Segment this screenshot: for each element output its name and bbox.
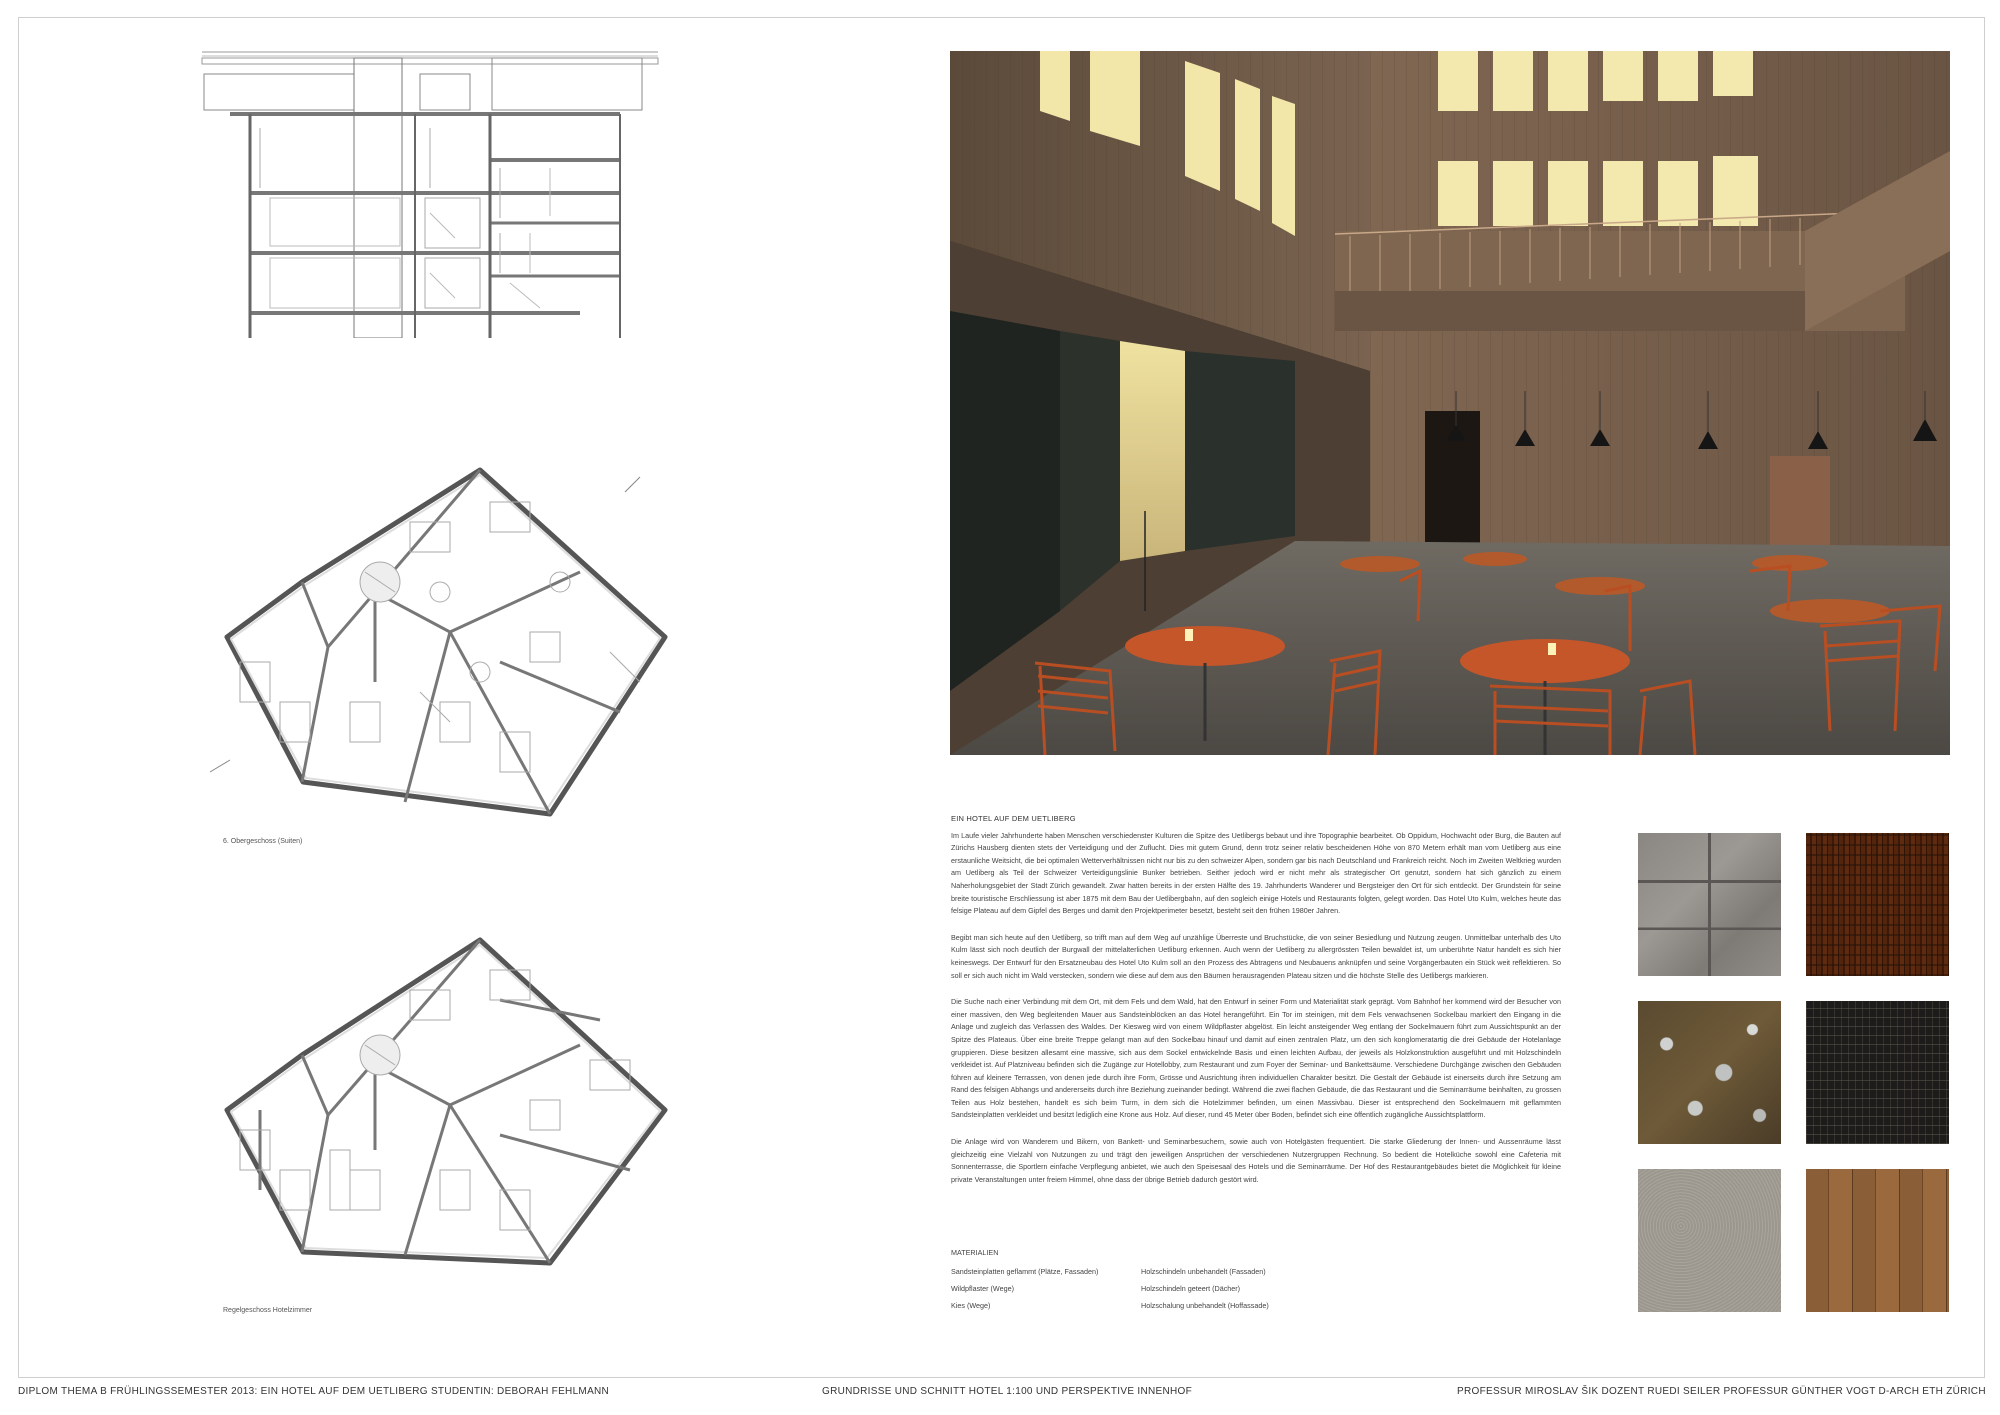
material-item: Wildpflaster (Wege) [951, 1284, 1014, 1293]
floor-plan-hotel-rooms [200, 930, 680, 1290]
swatch-shingles-untreated [1806, 833, 1949, 976]
floor-plan-suites [200, 462, 680, 822]
footer-right: PROFESSUR MIROSLAV ŠIK DOZENT RUEDI SEILER PROFESSUR GÜNTHER VOGT D-ARCH ETH ZÜRICH [1457, 1386, 1986, 1397]
footer-left: DIPLOM THEMA B FRÜHLINGSSEMESTER 2013: EIN HOTEL AUF DEM UETLIBERG STUDENTIN: DEBORAH FEHLMANN [18, 1386, 610, 1397]
description-heading: EIN HOTEL AUF DEM UETLIBERG [951, 814, 1076, 823]
material-item: Kies (Wege) [951, 1301, 991, 1310]
swatch-gravel [1638, 1169, 1781, 1312]
material-item: Sandsteinplatten geflammt (Plätze, Fassaden) [951, 1267, 1099, 1276]
swatch-sandstone [1638, 833, 1781, 976]
perspective-render-courtyard [950, 51, 1950, 755]
paragraph: Im Laufe vieler Jahrhunderte haben Menschen verschiedenster Kulturen die Spitze des Uetlibergs bebaut und ihre Topographie bearbeitet. Ob Oppidum, Hochwacht oder Burg, die Bauten auf Zürichs Hausberg dienten stets der Verteidigung und der Zuflucht. Dies mit gutem Grund, denn trotz seiner relativ bescheidenen Höhe von 870 Metern erhält man vom Uetliberg aus eine erstaunliche Weitsicht, die bei optimalen Wetterverhältnissen nicht nur bis zu den schweizer Alpen, sondern gar bis nach Deutschland und Frankreich reicht. Noch im Zweiten Weltkrieg wurden am Uetliberg als Teil der Schweizer Verteidigungslinie Bunker betrieben. Seither jedoch wird er nicht mehr als strategischer Ort genutzt, sondern hat sich gänzlich zu einem Naherholungsgebiet der Stadt Zürich gewandelt. Zwar hatten bereits in der ersten Hälfte des 19. Jahrhunderts Wanderer und Bergsteiger den Ort für sich entdeckt. Der Grundstein für seine breite touristische Erschliessung ist aber 1875 mit dem Bau der Uetlibergbahn, auf den sogleich einige Hotels und Restaurants folgten, gelegt worden. Das Hotel Uto Kulm, welches heute das felsige Plateau auf dem Gipfel des Berges und damit den Projektperimeter besetzt, besteht seit den frühen 1980er Jahren. [951, 830, 1561, 916]
project-description [951, 813, 1561, 1200]
upper-plan-caption: 6. Obergeschoss (Suiten) [223, 838, 303, 845]
section-drawing [200, 48, 660, 338]
materials-list [951, 1248, 1351, 1310]
paragraph: Die Suche nach einer Verbindung mit dem Ort, mit dem Fels und dem Wald, hat den Entwurf in seiner Form und Materialität stark geprägt. Vom Bahnhof her kommend wird der Besucher von einer massiven, den Weg begleitenden Mauer aus Sandsteinblöcken an das Hotel herangeführt. Ein Tor im steinigen, mit dem Fels verwachsenen Sockelbau markiert den Eingang in die Anlage und zugleich das Verlassen des Waldes. Der Kiesweg wird von einem Wildpflaster abgelöst. Ein leicht ansteigender Weg entlang der Sockelmauern führt zum Aussichtspunkt an der Spitze des Plateaus. Über eine breite Treppe gelangt man auf den Sockelbau hinauf und damit auf einen zentralen Platz, um den sich konglomeratartig die drei Gebäude der Hotelanlage gruppieren. Diese besitzen allesamt eine massive, sich aus dem Sockel entwickelnde Basis und einen leichten Aufbau, der jeweils als Holzkonstruktion ausgeführt und mit Holzschindeln verkleidet ist. Auf Platzniveau befinden sich die Zugänge zur Hotellobby, zum Restaurant und zum Foyer der Seminar- und Bankettsäume. Verschiedene Durchgänge zwischen den Gebäuden führen auf kleinere Terrassen, von denen jede durch ihre Form, Grösse und Ausrichtung ihren individuellen Charakter besitzt. Die Gestalt der Gebäude ist einerseits durch ihre Setzung am Rand des felsigen Abhangs und andererseits durch ihre Beziehung zueinander bedingt. Während die zwei flachen Gebäude, die das Restaurant und die Seminarräume beinhalten, zu grossen Teilen aus Holz bestehen, handelt es sich beim Turm, in dem sich die Hotelzimmer befinden, um einen Massivbau. Dieser ist entsprechend den Sockelmauern mit geflammten Sandsteinplatten verkleidet und besitzt lediglich eine Krone aus Holz. Auf dieser, rund 45 Meter über Boden, befindet sich eine öffentlich zugängliche Aussichtsplattform. [951, 997, 1561, 1120]
footer-center: GRUNDRISSE UND SCHNITT HOTEL 1:100 UND PERSPEKTIVE INNENHOF [822, 1386, 1192, 1397]
material-item: Holzschindeln unbehandelt (Fassaden) [1141, 1267, 1266, 1276]
material-item: Holzschindeln geteert (Dächer) [1141, 1284, 1241, 1293]
swatch-cobblestone [1638, 1001, 1781, 1144]
paragraph: Begibt man sich heute auf den Uetliberg, so trifft man auf dem Weg auf unzählige Überreste und Bruchstücke, die von seiner Besiedlung und Nutzung zeugen. Unmittelbar unterhalb des Uto Kulm lässt sich noch deutlich der Burgwall der mittelalterlichen Uetliburg erkennen. Auch wenn der Uetliberg zu allergrössten Teilen bewaldet ist, um unberührte Natur handelt es sich hier keineswegs. Der Entwurf für den Ersatzneubau des Hotel Uto Kulm soll an den Prozess des Abtragens und Neubauens anknüpfen und seine Vorgängerbauten ein Stück weit reflektieren. So soll er sich auch nicht im Wald verstecken, sondern wie diese auf dem aus den Bäumen herausragenden Plateau sitzen und die höchste Stelle des Uetlibergs markieren. [951, 932, 1561, 980]
swatch-shingles-tarred [1806, 1001, 1949, 1144]
paragraph: Die Anlage wird von Wanderern und Bikern, von Bankett- und Seminarbesuchern, sowie auch von Hotelgästen frequentiert. Die starke Gliederung der Innen- und Aussenräume lässt gleichzeitig eine Vielzahl von Nutzungen zu und trägt den jeweiligen Ansprüchen der verschiedenen Nutzergruppen Rechnung. So bedient die Hotelküche sowohl eine Cafeteria mit Sonnenterrasse, die Sportlern einfache Verpflegung anbietet, wie auch den Speisesaal des Hotels und die Seminarräume. Der Hof des Restaurantgebäudes bietet die Möglichkeit für kleine private Veranstaltungen unter freiem Himmel, ohne dass der übrige Betrieb dadurch gestört wird. [951, 1137, 1561, 1184]
materials-heading: MATERIALIEN [951, 1248, 999, 1257]
swatch-wood-boards [1806, 1169, 1949, 1312]
material-item: Holzschalung unbehandelt (Hoffassade) [1141, 1301, 1269, 1310]
lower-plan-caption: Regelgeschoss Hotelzimmer [223, 1307, 313, 1314]
